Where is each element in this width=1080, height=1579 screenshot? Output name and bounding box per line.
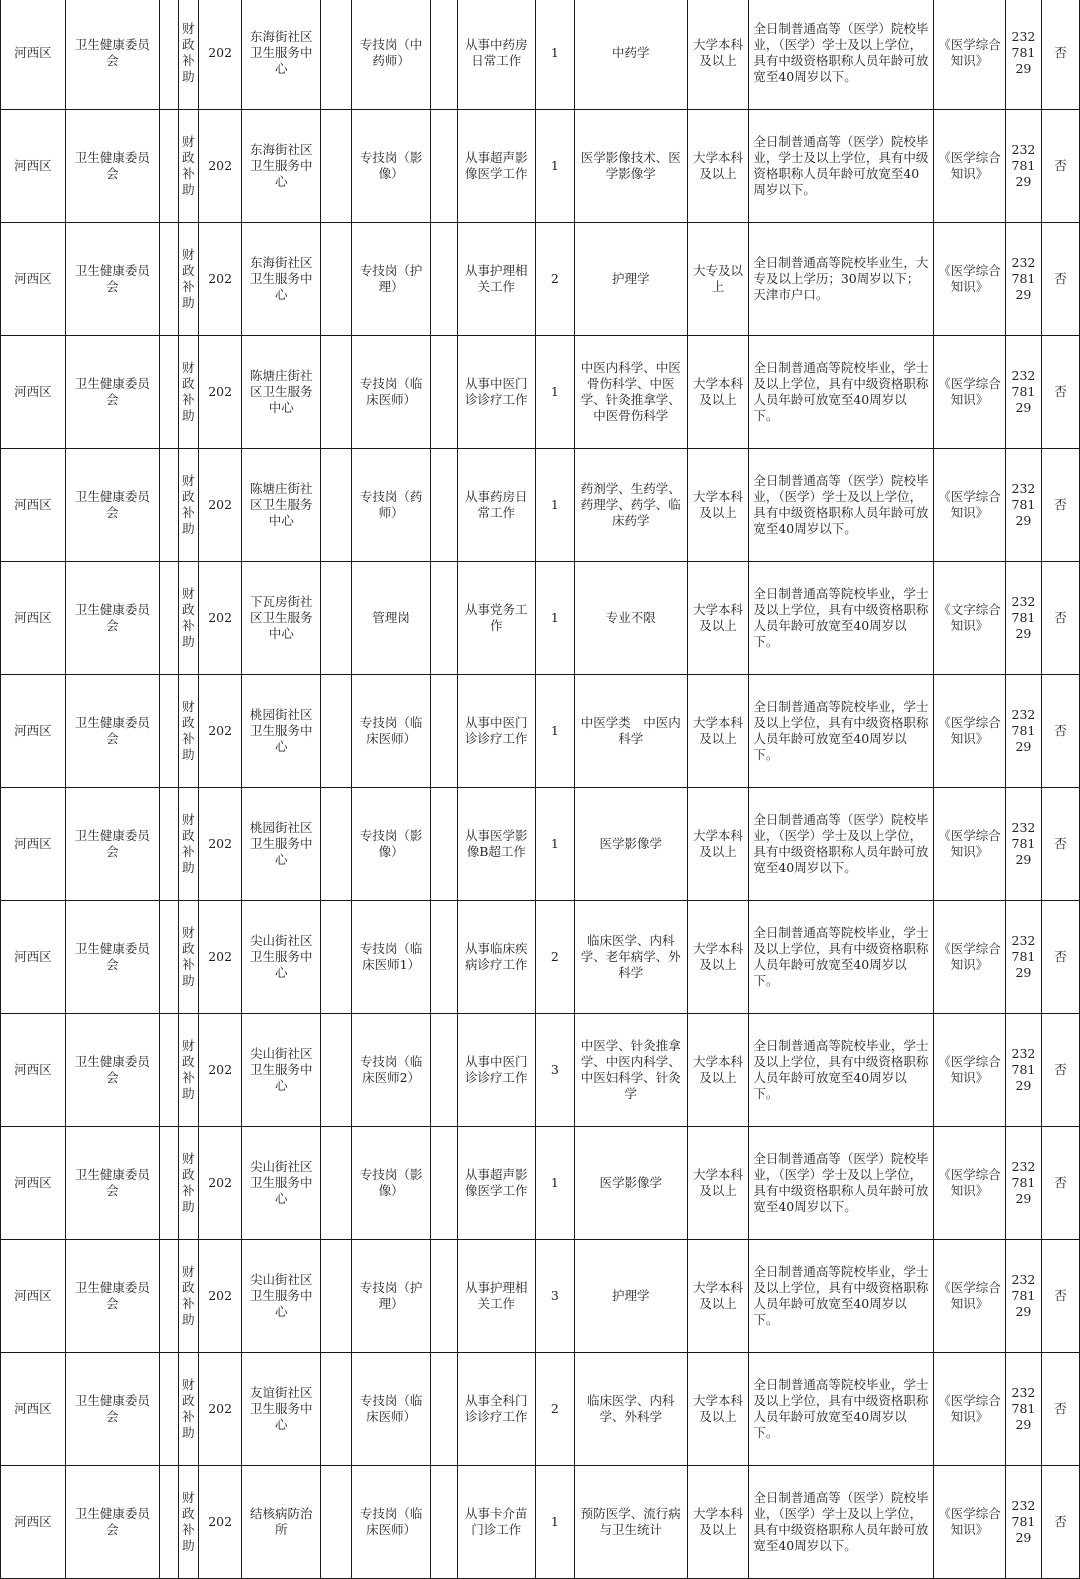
blank-cell: [321, 675, 352, 788]
unit-name-cell: 下瓦房街社区卫生服务中心: [242, 562, 321, 675]
duty-cell: 从事护理相关工作: [457, 223, 535, 336]
funding-type-cell: 财政补助: [178, 562, 199, 675]
blank-cell: [321, 788, 352, 901]
post-name-cell: 专技岗（影像）: [352, 788, 431, 901]
table-row: [1, 1466, 1080, 1579]
blank-cell: [431, 1240, 458, 1353]
blank-cell: [321, 1240, 352, 1353]
major-cell: 预防医学、流行病与卫生统计: [574, 1466, 687, 1579]
requirement-cell: 全日制普通高等（医学）院校毕业，学士及以上学位，具有中级资格职称人员年龄可放宽至40周岁以下。: [749, 110, 934, 223]
requirement-cell: 全日制普通高等（医学）院校毕业，（医学）学士及以上学位，具有中级资格职称人员年龄可放宽至40周岁以下。: [749, 0, 934, 110]
table-row: [1, 901, 1080, 1014]
funding-type-cell: 财政补助: [178, 675, 199, 788]
post-name-cell: 专技岗（临床医师）: [352, 1353, 431, 1466]
post-name-cell: 管理岗: [352, 562, 431, 675]
blank-cell: [160, 336, 178, 449]
duty-cell: 从事医学影像B超工作: [457, 788, 535, 901]
unit-name-cell: 友谊街社区卫生服务中心: [242, 1353, 321, 1466]
code-cell: 202: [199, 1014, 242, 1127]
department-cell: 卫生健康委员会: [65, 0, 159, 110]
headcount-cell: 2: [535, 1353, 574, 1466]
education-cell: 大学本科及以上: [687, 110, 749, 223]
flag-cell: 否: [1041, 223, 1079, 336]
exam-subject-cell: 《医学综合知识》: [934, 336, 1006, 449]
education-cell: 大学本科及以上: [687, 1127, 749, 1240]
funding-type-cell: 财政补助: [178, 1240, 199, 1353]
department-cell: 卫生健康委员会: [65, 901, 159, 1014]
district-cell: 河西区: [1, 1127, 66, 1240]
funding-type-cell: 财政补助: [178, 1014, 199, 1127]
blank-cell: [431, 1014, 458, 1127]
blank-cell: [321, 1127, 352, 1240]
flag-cell: 否: [1041, 1466, 1079, 1579]
exam-subject-cell: 《医学综合知识》: [934, 788, 1006, 901]
requirement-cell: 全日制普通高等院校毕业，学士及以上学位，具有中级资格职称人员年龄可放宽至40周岁以下。: [749, 1240, 934, 1353]
code-cell: 202: [199, 1240, 242, 1353]
code-cell: 202: [199, 562, 242, 675]
duty-cell: 从事超声影像医学工作: [457, 110, 535, 223]
headcount-cell: 2: [535, 901, 574, 1014]
requirement-cell: 全日制普通高等（医学）院校毕业，（医学）学士及以上学位，具有中级资格职称人员年龄可放宽至40周岁以下。: [749, 1127, 934, 1240]
blank-cell: [431, 1353, 458, 1466]
education-cell: 大学本科及以上: [687, 1240, 749, 1353]
table-row: [1, 223, 1080, 336]
funding-type-cell: 财政补助: [178, 1353, 199, 1466]
duty-cell: 从事临床疾病诊疗工作: [457, 901, 535, 1014]
department-cell: 卫生健康委员会: [65, 1353, 159, 1466]
unit-name-cell: 桃园街社区卫生服务中心: [242, 788, 321, 901]
funding-type-cell: 财政补助: [178, 0, 199, 110]
phone-cell: 23278129: [1005, 788, 1041, 901]
blank-cell: [431, 449, 458, 562]
headcount-cell: 3: [535, 1014, 574, 1127]
funding-type-cell: 财政补助: [178, 110, 199, 223]
exam-subject-cell: 《医学综合知识》: [934, 449, 1006, 562]
major-cell: 临床医学、内科学、老年病学、外科学: [574, 901, 687, 1014]
education-cell: 大学本科及以上: [687, 0, 749, 110]
education-cell: 大学本科及以上: [687, 336, 749, 449]
unit-name-cell: 尖山街社区卫生服务中心: [242, 1127, 321, 1240]
education-cell: 大学本科及以上: [687, 788, 749, 901]
blank-cell: [160, 675, 178, 788]
duty-cell: 从事药房日常工作: [457, 449, 535, 562]
exam-subject-cell: 《医学综合知识》: [934, 223, 1006, 336]
requirement-cell: 全日制普通高等（医学）院校毕业，（医学）学士及以上学位，具有中级资格职称人员年龄可放宽至40周岁以下。: [749, 449, 934, 562]
education-cell: 大学本科及以上: [687, 1466, 749, 1579]
phone-cell: 23278129: [1005, 110, 1041, 223]
department-cell: 卫生健康委员会: [65, 1240, 159, 1353]
exam-subject-cell: 《文字综合知识》: [934, 562, 1006, 675]
education-cell: 大学本科及以上: [687, 1014, 749, 1127]
headcount-cell: 1: [535, 1466, 574, 1579]
blank-cell: [321, 1353, 352, 1466]
headcount-cell: 2: [535, 223, 574, 336]
duty-cell: 从事党务工作: [457, 562, 535, 675]
code-cell: 202: [199, 223, 242, 336]
flag-cell: 否: [1041, 901, 1079, 1014]
district-cell: 河西区: [1, 1240, 66, 1353]
blank-cell: [431, 336, 458, 449]
unit-name-cell: 陈塘庄街社区卫生服务中心: [242, 336, 321, 449]
blank-cell: [431, 1466, 458, 1579]
headcount-cell: 1: [535, 675, 574, 788]
unit-name-cell: 尖山街社区卫生服务中心: [242, 1240, 321, 1353]
duty-cell: 从事中医门诊诊疗工作: [457, 675, 535, 788]
funding-type-cell: 财政补助: [178, 901, 199, 1014]
table-row: [1, 1240, 1080, 1353]
major-cell: 专业不限: [574, 562, 687, 675]
blank-cell: [321, 901, 352, 1014]
department-cell: 卫生健康委员会: [65, 675, 159, 788]
code-cell: 202: [199, 449, 242, 562]
blank-cell: [160, 223, 178, 336]
education-cell: 大学本科及以上: [687, 449, 749, 562]
department-cell: 卫生健康委员会: [65, 110, 159, 223]
post-name-cell: 专技岗（护理）: [352, 223, 431, 336]
duty-cell: 从事中医门诊诊疗工作: [457, 1014, 535, 1127]
duty-cell: 从事中医门诊诊疗工作: [457, 336, 535, 449]
code-cell: 202: [199, 675, 242, 788]
phone-cell: 23278129: [1005, 1240, 1041, 1353]
exam-subject-cell: 《医学综合知识》: [934, 1353, 1006, 1466]
duty-cell: 从事中药房日常工作: [457, 0, 535, 110]
district-cell: 河西区: [1, 110, 66, 223]
blank-cell: [431, 110, 458, 223]
exam-subject-cell: 《医学综合知识》: [934, 901, 1006, 1014]
blank-cell: [321, 449, 352, 562]
requirement-cell: 全日制普通高等院校毕业，学士及以上学位，具有中级资格职称人员年龄可放宽至40周岁以下。: [749, 901, 934, 1014]
district-cell: 河西区: [1, 1466, 66, 1579]
department-cell: 卫生健康委员会: [65, 1014, 159, 1127]
blank-cell: [431, 0, 458, 110]
table-body: [1, 0, 1080, 1579]
funding-type-cell: 财政补助: [178, 788, 199, 901]
headcount-cell: 3: [535, 1240, 574, 1353]
code-cell: 202: [199, 0, 242, 110]
headcount-cell: 1: [535, 1127, 574, 1240]
district-cell: 河西区: [1, 1014, 66, 1127]
blank-cell: [321, 223, 352, 336]
funding-type-cell: 财政补助: [178, 336, 199, 449]
flag-cell: 否: [1041, 110, 1079, 223]
post-name-cell: 专技岗（临床医师1）: [352, 901, 431, 1014]
requirement-cell: 全日制普通高等（医学）院校毕业，（医学）学士及以上学位，具有中级资格职称人员年龄可放宽至40周岁以下。: [749, 788, 934, 901]
blank-cell: [160, 110, 178, 223]
blank-cell: [321, 110, 352, 223]
district-cell: 河西区: [1, 1353, 66, 1466]
blank-cell: [160, 788, 178, 901]
exam-subject-cell: 《医学综合知识》: [934, 1240, 1006, 1353]
major-cell: 医学影像学: [574, 788, 687, 901]
blank-cell: [431, 1127, 458, 1240]
exam-subject-cell: 《医学综合知识》: [934, 675, 1006, 788]
blank-cell: [160, 901, 178, 1014]
department-cell: 卫生健康委员会: [65, 562, 159, 675]
blank-cell: [160, 1240, 178, 1353]
requirement-cell: 全日制普通高等（医学）院校毕业，（医学）学士及以上学位，具有中级资格职称人员年龄可放宽至40周岁以下。: [749, 1466, 934, 1579]
post-name-cell: 专技岗（临床医师）: [352, 1466, 431, 1579]
table-row: [1, 562, 1080, 675]
education-cell: 大专及以上: [687, 223, 749, 336]
blank-cell: [431, 675, 458, 788]
post-name-cell: 专技岗（中药师）: [352, 0, 431, 110]
duty-cell: 从事护理相关工作: [457, 1240, 535, 1353]
unit-name-cell: 尖山街社区卫生服务中心: [242, 1014, 321, 1127]
education-cell: 大学本科及以上: [687, 1353, 749, 1466]
headcount-cell: 1: [535, 449, 574, 562]
flag-cell: 否: [1041, 0, 1079, 110]
table-row: [1, 788, 1080, 901]
code-cell: 202: [199, 788, 242, 901]
post-name-cell: 专技岗（临床医师）: [352, 336, 431, 449]
phone-cell: 23278129: [1005, 0, 1041, 110]
phone-cell: 23278129: [1005, 562, 1041, 675]
major-cell: 临床医学、内科学、外科学: [574, 1353, 687, 1466]
phone-cell: 23278129: [1005, 1127, 1041, 1240]
table-row: [1, 1014, 1080, 1127]
major-cell: 医学影像技术、医学影像学: [574, 110, 687, 223]
funding-type-cell: 财政补助: [178, 1127, 199, 1240]
code-cell: 202: [199, 901, 242, 1014]
code-cell: 202: [199, 1127, 242, 1240]
unit-name-cell: 东海街社区卫生服务中心: [242, 110, 321, 223]
post-name-cell: 专技岗（药师）: [352, 449, 431, 562]
post-name-cell: 专技岗（影像）: [352, 1127, 431, 1240]
department-cell: 卫生健康委员会: [65, 1466, 159, 1579]
major-cell: 护理学: [574, 223, 687, 336]
blank-cell: [160, 562, 178, 675]
code-cell: 202: [199, 110, 242, 223]
unit-name-cell: 桃园街社区卫生服务中心: [242, 675, 321, 788]
phone-cell: 23278129: [1005, 223, 1041, 336]
district-cell: 河西区: [1, 449, 66, 562]
blank-cell: [160, 1014, 178, 1127]
district-cell: 河西区: [1, 336, 66, 449]
phone-cell: 23278129: [1005, 336, 1041, 449]
district-cell: 河西区: [1, 901, 66, 1014]
education-cell: 大学本科及以上: [687, 901, 749, 1014]
code-cell: 202: [199, 336, 242, 449]
education-cell: 大学本科及以上: [687, 562, 749, 675]
district-cell: 河西区: [1, 788, 66, 901]
flag-cell: 否: [1041, 788, 1079, 901]
blank-cell: [431, 562, 458, 675]
unit-name-cell: 尖山街社区卫生服务中心: [242, 901, 321, 1014]
blank-cell: [431, 901, 458, 1014]
major-cell: 药剂学、生药学、药理学、药学、临床药学: [574, 449, 687, 562]
district-cell: 河西区: [1, 223, 66, 336]
department-cell: 卫生健康委员会: [65, 336, 159, 449]
district-cell: 河西区: [1, 675, 66, 788]
flag-cell: 否: [1041, 675, 1079, 788]
flag-cell: 否: [1041, 562, 1079, 675]
code-cell: 202: [199, 1466, 242, 1579]
education-cell: 大学本科及以上: [687, 675, 749, 788]
unit-name-cell: 东海街社区卫生服务中心: [242, 0, 321, 110]
code-cell: 202: [199, 1353, 242, 1466]
duty-cell: 从事超声影像医学工作: [457, 1127, 535, 1240]
blank-cell: [321, 562, 352, 675]
phone-cell: 23278129: [1005, 449, 1041, 562]
funding-type-cell: 财政补助: [178, 449, 199, 562]
post-name-cell: 专技岗（临床医师2）: [352, 1014, 431, 1127]
exam-subject-cell: 《医学综合知识》: [934, 110, 1006, 223]
headcount-cell: 1: [535, 788, 574, 901]
requirement-cell: 全日制普通高等院校毕业，学士及以上学位，具有中级资格职称人员年龄可放宽至40周岁以下。: [749, 675, 934, 788]
flag-cell: 否: [1041, 449, 1079, 562]
requirement-cell: 全日制普通高等院校毕业生，大专及以上学历；30周岁以下；天津市户口。: [749, 223, 934, 336]
requirement-cell: 全日制普通高等院校毕业，学士及以上学位，具有中级资格职称人员年龄可放宽至40周岁以下。: [749, 1014, 934, 1127]
funding-type-cell: 财政补助: [178, 223, 199, 336]
district-cell: 河西区: [1, 562, 66, 675]
table-row: [1, 1353, 1080, 1466]
phone-cell: 23278129: [1005, 1353, 1041, 1466]
blank-cell: [160, 1127, 178, 1240]
duty-cell: 从事卡介苗门诊工作: [457, 1466, 535, 1579]
blank-cell: [321, 1466, 352, 1579]
table-row: [1, 0, 1080, 110]
major-cell: 中医内科学、中医骨伤科学、中医学、针灸推拿学、中医骨伤科学: [574, 336, 687, 449]
department-cell: 卫生健康委员会: [65, 223, 159, 336]
post-name-cell: 专技岗（影像）: [352, 110, 431, 223]
blank-cell: [321, 0, 352, 110]
phone-cell: 23278129: [1005, 1466, 1041, 1579]
major-cell: 中医学类 中医内科学: [574, 675, 687, 788]
table-row: [1, 675, 1080, 788]
blank-cell: [431, 223, 458, 336]
major-cell: 中药学: [574, 0, 687, 110]
post-name-cell: 专技岗（护理）: [352, 1240, 431, 1353]
headcount-cell: 1: [535, 562, 574, 675]
table-row: [1, 110, 1080, 223]
blank-cell: [321, 336, 352, 449]
table-row: [1, 1127, 1080, 1240]
headcount-cell: 1: [535, 110, 574, 223]
headcount-cell: 1: [535, 336, 574, 449]
phone-cell: 23278129: [1005, 901, 1041, 1014]
blank-cell: [160, 0, 178, 110]
phone-cell: 23278129: [1005, 1014, 1041, 1127]
flag-cell: 否: [1041, 336, 1079, 449]
exam-subject-cell: 《医学综合知识》: [934, 1014, 1006, 1127]
blank-cell: [160, 1466, 178, 1579]
duty-cell: 从事全科门诊诊疗工作: [457, 1353, 535, 1466]
blank-cell: [321, 1014, 352, 1127]
major-cell: 医学影像学: [574, 1127, 687, 1240]
exam-subject-cell: 《医学综合知识》: [934, 0, 1006, 110]
flag-cell: 否: [1041, 1127, 1079, 1240]
unit-name-cell: 陈塘庄街社区卫生服务中心: [242, 449, 321, 562]
requirement-cell: 全日制普通高等院校毕业，学士及以上学位，具有中级资格职称人员年龄可放宽至40周岁以下。: [749, 1353, 934, 1466]
flag-cell: 否: [1041, 1014, 1079, 1127]
headcount-cell: 1: [535, 0, 574, 110]
flag-cell: 否: [1041, 1240, 1079, 1353]
exam-subject-cell: 《医学综合知识》: [934, 1127, 1006, 1240]
funding-type-cell: 财政补助: [178, 1466, 199, 1579]
blank-cell: [160, 449, 178, 562]
major-cell: 护理学: [574, 1240, 687, 1353]
blank-cell: [160, 1353, 178, 1466]
post-name-cell: 专技岗（临床医师）: [352, 675, 431, 788]
table-row: [1, 336, 1080, 449]
requirement-cell: 全日制普通高等院校毕业，学士及以上学位，具有中级资格职称人员年龄可放宽至40周岁以下。: [749, 336, 934, 449]
district-cell: 河西区: [1, 0, 66, 110]
major-cell: 中医学、针灸推拿学、中医内科学、中医妇科学、针灸学: [574, 1014, 687, 1127]
department-cell: 卫生健康委员会: [65, 449, 159, 562]
requirement-cell: 全日制普通高等院校毕业，学士及以上学位，具有中级资格职称人员年龄可放宽至40周岁以下。: [749, 562, 934, 675]
department-cell: 卫生健康委员会: [65, 1127, 159, 1240]
flag-cell: 否: [1041, 1353, 1079, 1466]
exam-subject-cell: 《医学综合知识》: [934, 1466, 1006, 1579]
blank-cell: [431, 788, 458, 901]
department-cell: 卫生健康委员会: [65, 788, 159, 901]
phone-cell: 23278129: [1005, 675, 1041, 788]
table-row: [1, 449, 1080, 562]
unit-name-cell: 结核病防治所: [242, 1466, 321, 1579]
unit-name-cell: 东海街社区卫生服务中心: [242, 223, 321, 336]
